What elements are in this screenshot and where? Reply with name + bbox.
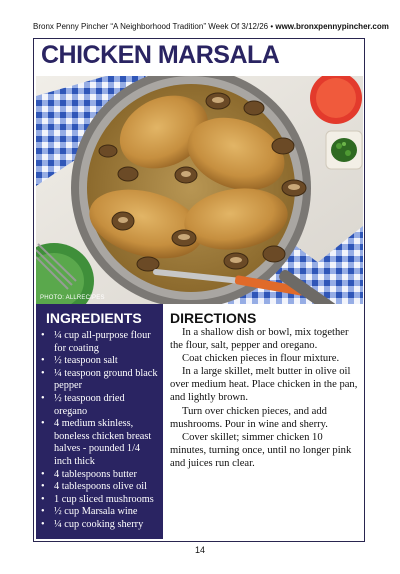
direction-step: In a shallow dish or bowl, mix together the flour, salt, pepper and oregano. (170, 327, 349, 352)
recipe-title: CHICKEN MARSALA (41, 41, 280, 69)
directions-text (170, 326, 360, 470)
directions-heading: DIRECTIONS (170, 310, 257, 326)
ingredient-item: • ½ teaspoon salt (38, 355, 160, 368)
ingredient-item: • 4 medium skinless, boneless chicken breast halves - pounded 1/4 inch thick (38, 418, 160, 468)
direction-step: Cover skillet; simmer chicken 10 minutes, turning once, until no longer pink and juices run clear. (170, 431, 352, 469)
ingredients-list (38, 330, 160, 532)
chicken-marsala-photo (36, 76, 363, 304)
header-text: Bronx Penny Pincher “A Neighborhood Tradition” Week Of 3/12/26 (33, 22, 269, 31)
recipe-photo (36, 76, 363, 304)
ingredient-item: • ¼ teaspoon ground black pepper (38, 368, 160, 393)
ingredient-item: • 4 tablespoons butter (38, 469, 160, 482)
ingredient-item: • ½ teaspoon dried oregano (38, 393, 160, 418)
direction-step: Coat chicken pieces in flour mixture. (182, 353, 340, 365)
ingredient-item: • ¼ cup all-purpose flour for coating (38, 330, 160, 355)
photo-credit: PHOTO: ALLRECIPES (40, 295, 105, 301)
ingredient-item: • 1 cup sliced mushrooms (38, 494, 160, 507)
header-separator: • (268, 22, 276, 31)
page-number: 14 (194, 545, 205, 555)
direction-step: In a large skillet, melt butter in olive oil over medium heat. Place chicken in the pan, and lightly brown. (170, 366, 358, 404)
direction-step: Turn over chicken pieces, and add mushrooms. Pour in wine and sherry. (170, 405, 328, 430)
ingredients-heading: INGREDIENTS (46, 310, 142, 326)
page-header (33, 22, 389, 31)
ingredient-item: • ½ cup Marsala wine (38, 506, 160, 519)
header-url[interactable]: www.bronxpennypincher.com (275, 22, 389, 31)
ingredient-item: • ¼ cup cooking sherry (38, 519, 160, 532)
ingredient-item: • 4 tablespoons olive oil (38, 481, 160, 494)
